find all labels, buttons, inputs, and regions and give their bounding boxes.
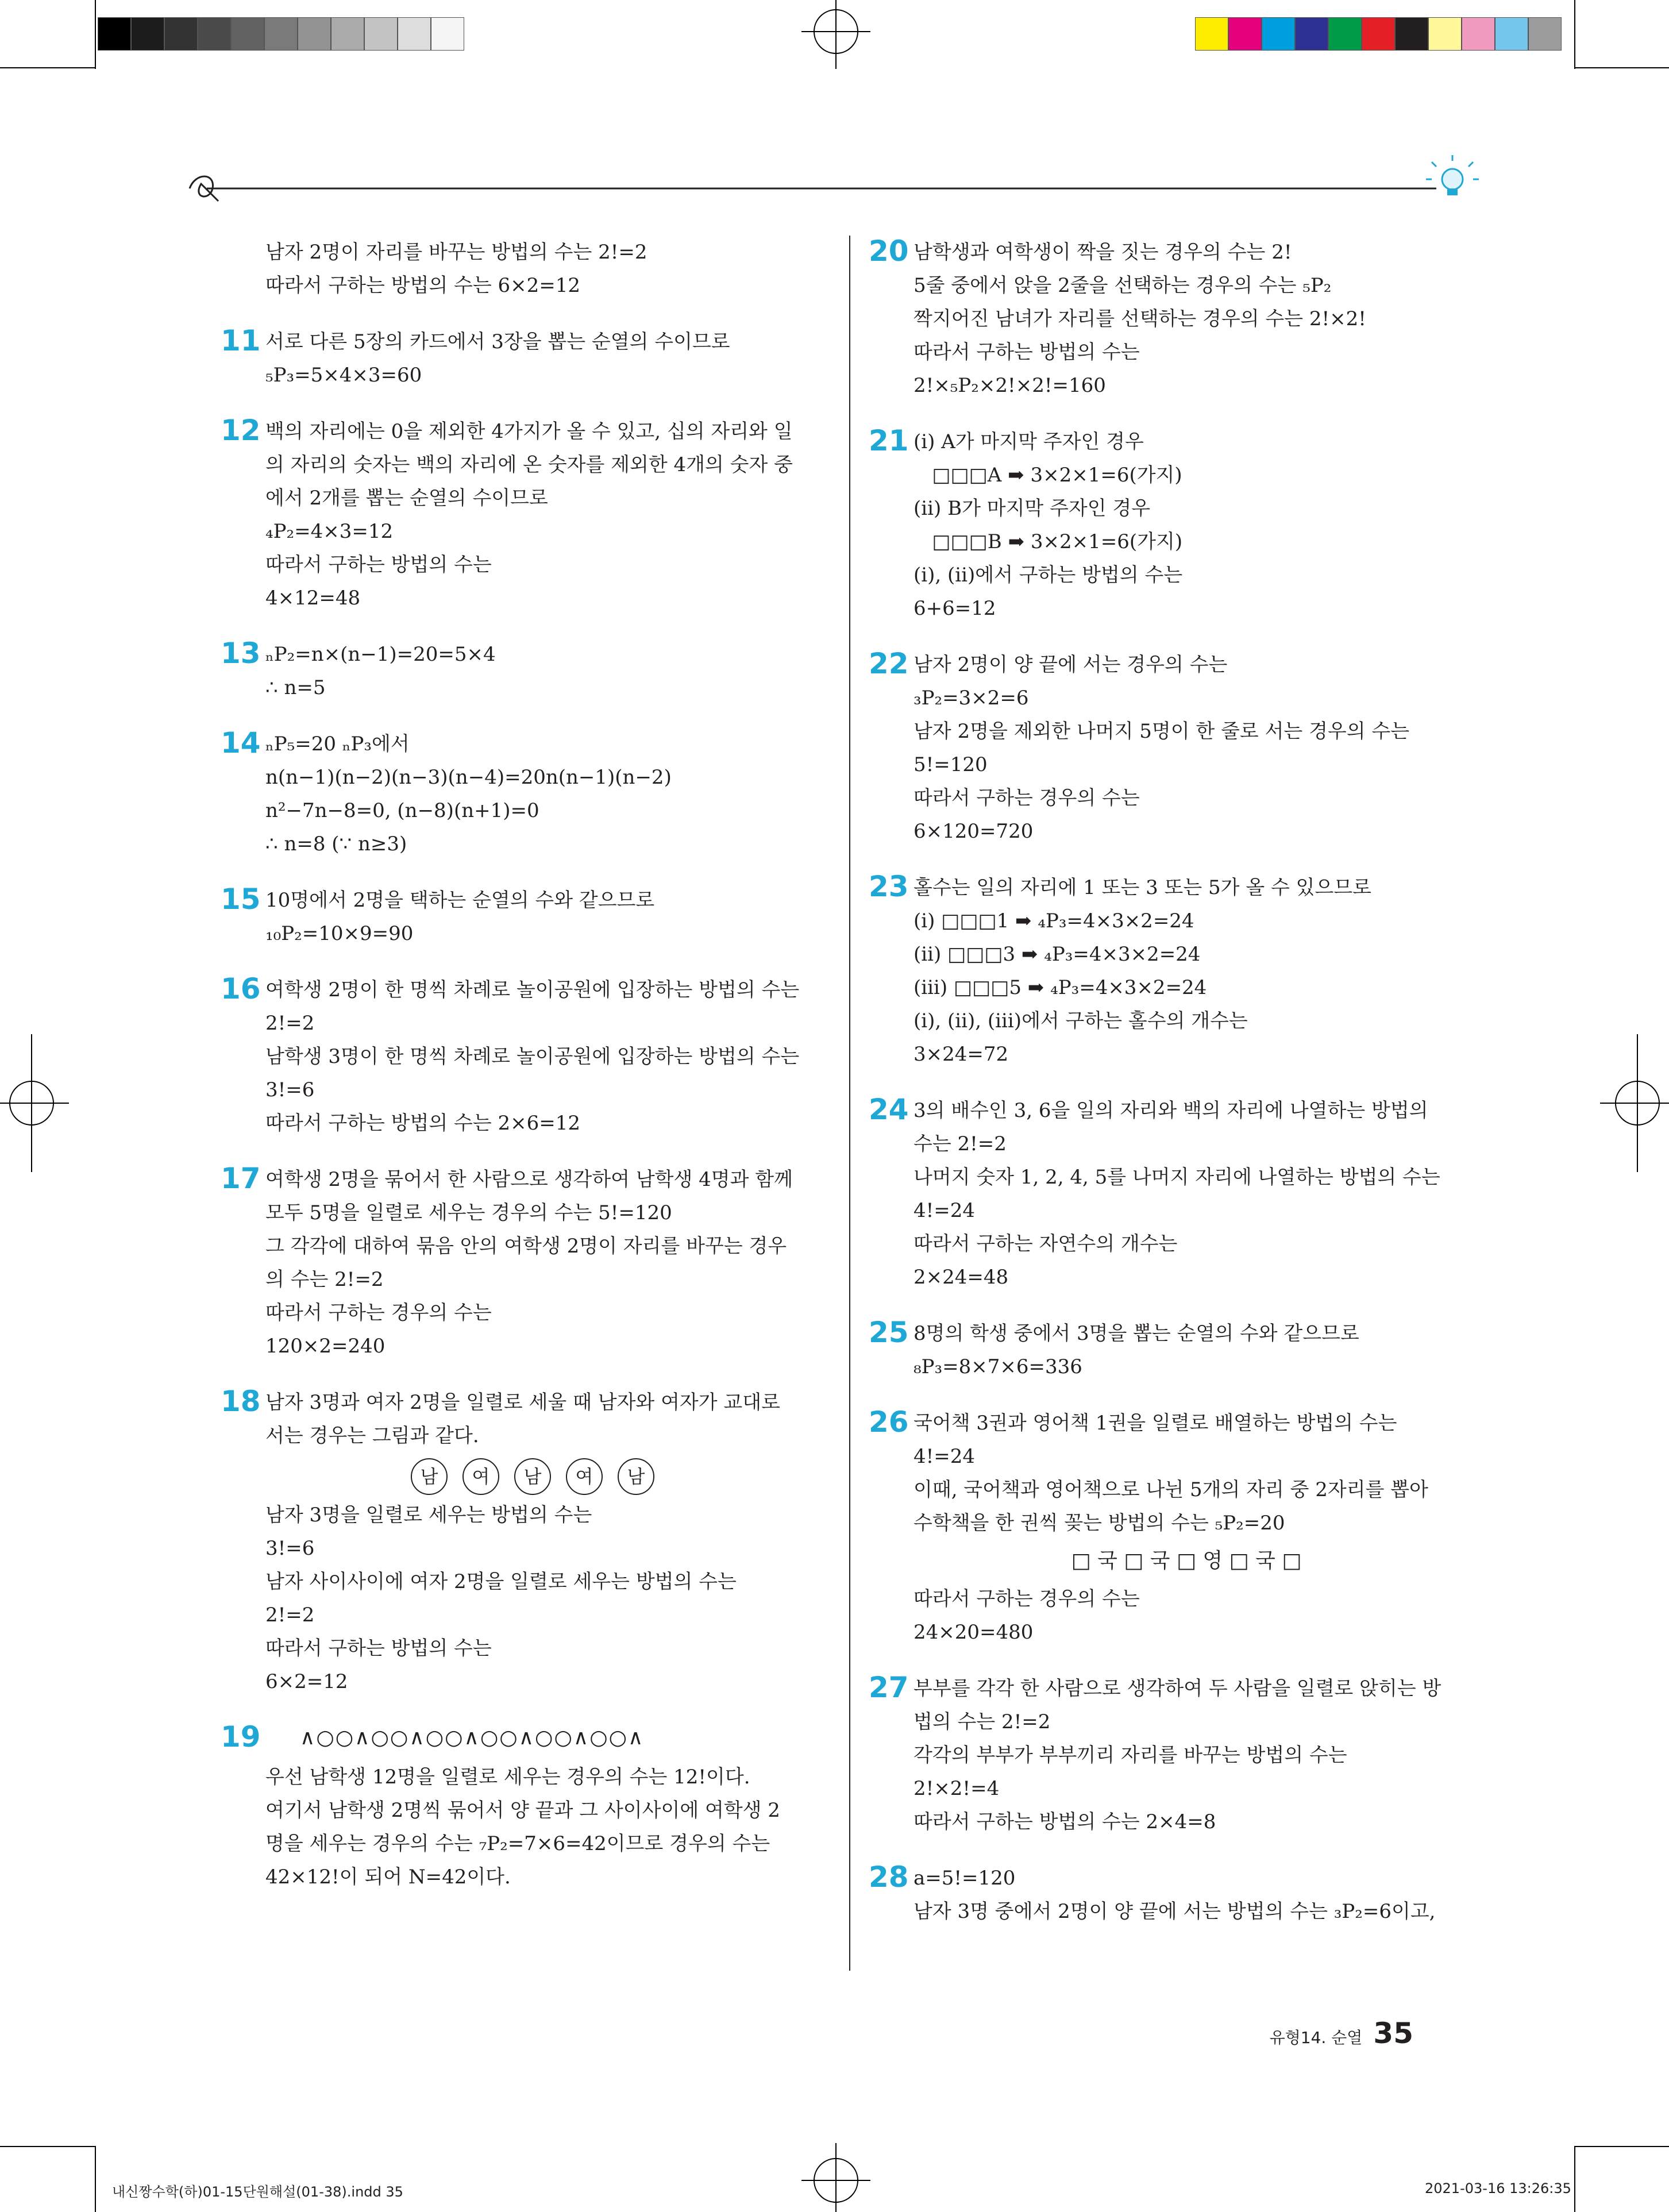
color-swatch [1195, 17, 1228, 51]
crop-mark [1575, 2146, 1669, 2147]
problem-22 [869, 647, 1459, 848]
bookshelf-diagram: □ 국 □ 국 □ 영 □ 국 □ [1071, 1549, 1302, 1573]
problem-28 [869, 1860, 1459, 1928]
print-timestamp: 2021-03-16 13:26:35 [1425, 2180, 1571, 2196]
color-swatch [1495, 17, 1528, 51]
solution-line: 남자 2명이 자리를 바꾸는 방법의 수는 2!=2 [265, 241, 647, 264]
page-tag [1270, 2017, 1413, 2050]
solution-line: 2!=2 [265, 1604, 315, 1627]
problem-25 [869, 1316, 1459, 1384]
color-swatch [1528, 17, 1562, 51]
solution-line: 2!=2 [265, 1012, 315, 1035]
problem-number: 11 [221, 324, 261, 357]
solution-line: ₅P₃=5×4×3=60 [265, 364, 422, 387]
solution-line: 따라서 구하는 방법의 수는 2×4=8 [913, 1810, 1216, 1833]
seat-circle: 여 [462, 1458, 499, 1495]
solution-line: 2!×₅P₂×2!×2!=160 [913, 374, 1106, 397]
problem-number: 12 [221, 414, 261, 447]
solution-line: a=5!=120 [913, 1867, 1016, 1890]
registration-mark-top [801, 0, 870, 69]
solution-line: 남자 2명이 양 끝에 서는 경우의 수는 [913, 653, 1228, 676]
solution-line: 백의 자리에는 0을 제외한 4가지가 올 수 있고, 십의 자리와 일 [265, 420, 793, 443]
crop-mark [0, 2146, 95, 2147]
solution-line: □□□B ➡ 3×2×1=6(가지) [913, 530, 1183, 553]
problem-number: 25 [869, 1316, 909, 1349]
solution-line: 남자 3명과 여자 2명을 일렬로 세울 때 남자와 여자가 교대로 [265, 1391, 780, 1414]
seating-diagram [265, 1458, 800, 1495]
solution-line: 6+6=12 [913, 597, 996, 620]
solution-line: 따라서 구하는 방법의 수는 6×2=12 [265, 274, 581, 297]
solution-line: 3×24=72 [913, 1043, 1009, 1066]
solution-line: 부부를 각각 한 사람으로 생각하여 두 사람을 일렬로 앉히는 방 [913, 1677, 1441, 1700]
solution-line: 5!=120 [913, 753, 988, 776]
solution-line: 따라서 구하는 경우의 수는 [913, 787, 1140, 810]
solution-line: (ⅰ) A가 마지막 주자인 경우 [913, 430, 1144, 453]
color-swatch [98, 17, 131, 51]
solution-line: □□□A ➡ 3×2×1=6(가지) [913, 464, 1182, 487]
color-swatch [364, 17, 398, 51]
registration-mark-right [1600, 1034, 1669, 1172]
color-swatch [164, 17, 198, 51]
crop-mark [1574, 2146, 1575, 2212]
problem-continuation [265, 236, 800, 302]
problem-20 [869, 234, 1459, 402]
problem-27 [869, 1671, 1459, 1839]
solution-line: ₁₀P₂=10×9=90 [265, 922, 414, 945]
solution-line: 따라서 구하는 방법의 수는 2×6=12 [265, 1112, 581, 1135]
solution-line: 따라서 구하는 방법의 수는 [265, 1637, 492, 1660]
solution-line: (ⅰ), (ⅱ), (ⅲ)에서 구하는 홀수의 개수는 [913, 1009, 1248, 1032]
solution-line: 여기서 남학생 2명씩 묶어서 양 끝과 그 사이사이에 여학생 2 [265, 1799, 780, 1822]
solution-line: 3!=6 [265, 1078, 315, 1101]
problem-number: 28 [869, 1860, 909, 1894]
page-number: 35 [1373, 2017, 1413, 2050]
problem-number: 14 [221, 726, 261, 760]
solution-line: (ⅱ) B가 마지막 주자인 경우 [913, 497, 1151, 520]
problem-12 [221, 414, 800, 615]
solution-line: 3!=6 [265, 1537, 315, 1560]
solution-line: 여학생 2명을 묶어서 한 사람으로 생각하여 남학생 4명과 함께 [265, 1168, 793, 1191]
column-divider [849, 236, 850, 1971]
solution-line: 그 각각에 대하여 묶음 안의 여학생 2명이 자리를 바꾸는 경우 [265, 1235, 787, 1258]
solution-line: ₈P₃=8×7×6=336 [913, 1355, 1082, 1378]
solution-line: 4×12=48 [265, 587, 361, 610]
solution-line: (ⅰ) □□□1 ➡ ₄P₃=4×3×2=24 [913, 910, 1194, 932]
solution-line: 나머지 숫자 1, 2, 4, 5를 나머지 자리에 나열하는 방법의 수는 [913, 1166, 1440, 1189]
color-swatch [1262, 17, 1295, 51]
solution-line: 24×20=480 [913, 1621, 1034, 1644]
solution-line: 에서 2개를 뽑는 순열의 수이므로 [265, 487, 548, 510]
color-swatch [1395, 17, 1428, 51]
arrangement-pattern: ∧○○∧○○∧○○∧○○∧○○∧○○∧ [300, 1726, 645, 1749]
solution-line: 5줄 중에서 앉을 2줄을 선택하는 경우의 수는 ₅P₂ [913, 274, 1332, 297]
solution-line: ∴ n=5 [265, 676, 326, 699]
problem-14 [221, 726, 800, 861]
problem-11 [221, 324, 800, 392]
solution-line: (ⅱ) □□□3 ➡ ₄P₃=4×3×2=24 [913, 943, 1201, 966]
problem-number: 13 [221, 637, 261, 670]
color-swatch [298, 17, 331, 51]
solution-line: 3의 배수인 3, 6을 일의 자리와 백의 자리에 나열하는 방법의 [913, 1099, 1428, 1122]
solution-line: 이때, 국어책과 영어책으로 나뉜 5개의 자리 중 2자리를 뽑아 [913, 1478, 1428, 1501]
solution-line: 의 자리의 숫자는 백의 자리에 온 숫자를 제외한 4개의 숫자 중 [265, 453, 793, 476]
color-swatch [1362, 17, 1395, 51]
problem-23 [869, 870, 1459, 1071]
solution-line: n²−7n−8=0, (n−8)(n+1)=0 [265, 799, 539, 822]
solution-line: 42×12!이 되어 N=42이다. [265, 1866, 511, 1889]
crop-mark [0, 67, 95, 68]
problem-number: 16 [221, 972, 261, 1005]
seat-circle: 남 [411, 1458, 448, 1495]
color-swatch [1228, 17, 1262, 51]
solution-line: 남자 3명을 일렬로 세우는 방법의 수는 [265, 1504, 592, 1527]
right-column [869, 234, 1459, 1951]
solution-line: ₙP₂=n×(n−1)=20=5×4 [265, 643, 496, 666]
problem-number: 26 [869, 1405, 909, 1439]
solution-line: 짝지어진 남녀가 자리를 선택하는 경우의 수는 2!×2! [913, 307, 1366, 330]
registration-mark-bottom [801, 2143, 870, 2212]
solution-line: 8명의 학생 중에서 3명을 뽑는 순열의 수와 같으므로 [913, 1322, 1359, 1345]
solution-line: 따라서 구하는 자연수의 개수는 [913, 1232, 1178, 1255]
solution-line: 4!=24 [913, 1445, 976, 1468]
section-label: 유형14. 순열 [1269, 2028, 1363, 2047]
solution-line: 2!×2!=4 [913, 1777, 1000, 1800]
problem-number: 22 [869, 647, 909, 680]
color-swatch [131, 17, 164, 51]
color-swatch [198, 17, 231, 51]
solution-line: ₙP₅=20 ₙP₃에서 [265, 733, 410, 756]
color-swatch [264, 17, 298, 51]
seat-circle: 남 [618, 1458, 654, 1495]
solution-line: 남자 3명 중에서 2명이 양 끝에 서는 방법의 수는 ₃P₂=6이고, [913, 1900, 1436, 1923]
crop-mark [95, 0, 96, 69]
color-swatch [398, 17, 431, 51]
problem-number: 21 [869, 424, 909, 457]
solution-line: 10명에서 2명을 택하는 순열의 수와 같으므로 [265, 889, 655, 912]
solution-line: 남자 2명을 제외한 나머지 5명이 한 줄로 서는 경우의 수는 [913, 720, 1410, 743]
problem-number: 27 [869, 1671, 909, 1704]
header-rule [184, 149, 1505, 218]
problem-number: 17 [221, 1162, 261, 1195]
solution-line: 여학생 2명이 한 명씩 차례로 놀이공원에 입장하는 방법의 수는 [265, 978, 800, 1001]
solution-line: 법의 수는 2!=2 [913, 1710, 1051, 1733]
solution-line: 수는 2!=2 [913, 1132, 1007, 1155]
crop-mark [95, 2146, 96, 2212]
solution-line: 남학생 3명이 한 명씩 차례로 놀이공원에 입장하는 방법의 수는 [265, 1045, 800, 1068]
cmyk-color-bar [1195, 17, 1562, 51]
problem-24 [869, 1093, 1459, 1294]
problem-number: 24 [869, 1093, 909, 1126]
solution-line: ∴ n=8 (∵ n≥3) [265, 833, 407, 855]
solution-line: n(n−1)(n−2)(n−3)(n−4)=20n(n−1)(n−2) [265, 766, 672, 789]
left-column [221, 236, 800, 1917]
solution-line: 따라서 구하는 방법의 수는 [913, 341, 1140, 364]
color-swatch [331, 17, 364, 51]
solution-line: 명을 세우는 경우의 수는 ₇P₂=7×6=42이므로 경우의 수는 [265, 1832, 770, 1855]
registration-mark-left [0, 1034, 69, 1172]
solution-line: 홀수는 일의 자리에 1 또는 3 또는 5가 올 수 있으므로 [913, 876, 1372, 899]
solution-line: 따라서 구하는 방법의 수는 [265, 553, 492, 576]
solution-line: 따라서 구하는 경우의 수는 [265, 1301, 492, 1324]
solution-line: (ⅲ) □□□5 ➡ ₄P₃=4×3×2=24 [913, 976, 1207, 999]
solution-line: 모두 5명을 일렬로 세우는 경우의 수는 5!=120 [265, 1201, 672, 1224]
solution-line: 각각의 부부가 부부끼리 자리를 바꾸는 방법의 수는 [913, 1744, 1347, 1767]
problem-number: 18 [221, 1385, 261, 1418]
solution-line: ₄P₂=4×3=12 [265, 520, 394, 543]
color-swatch [1295, 17, 1328, 51]
solution-line: 의 수는 2!=2 [265, 1268, 384, 1291]
problem-26 [869, 1405, 1459, 1649]
problem-19 [221, 1720, 800, 1894]
seat-circle: 여 [566, 1458, 603, 1495]
solution-line: 6×120=720 [913, 820, 1034, 843]
solution-line: 서로 다른 5장의 카드에서 3장을 뽑는 순열의 수이므로 [265, 330, 730, 353]
solution-line: 우선 남학생 12명을 일렬로 세우는 경우의 수는 12!이다. [265, 1766, 750, 1789]
solution-line: 따라서 구하는 경우의 수는 [913, 1587, 1140, 1610]
color-swatch [1428, 17, 1462, 51]
solution-line: ₃P₂=3×2=6 [913, 687, 1029, 710]
solution-line: 4!=24 [913, 1199, 976, 1222]
solution-line: 6×2=12 [265, 1670, 348, 1693]
problem-number: 19 [221, 1720, 261, 1754]
color-swatch [1462, 17, 1495, 51]
crop-mark [1575, 67, 1669, 68]
seat-circle: 남 [514, 1458, 551, 1495]
solution-line: 서는 경우는 그림과 같다. [265, 1424, 479, 1447]
solution-line: 수학책을 한 권씩 꽂는 방법의 수는 ₅P₂=20 [913, 1512, 1285, 1535]
solution-line: 남자 사이사이에 여자 2명을 일렬로 세우는 방법의 수는 [265, 1570, 737, 1593]
gray-color-bar [98, 17, 464, 51]
color-swatch [431, 17, 464, 51]
problem-18 [221, 1385, 800, 1698]
solution-line: 국어책 3권과 영어책 1권을 일렬로 배열하는 방법의 수는 [913, 1412, 1397, 1435]
solution-line: (ⅰ), (ⅱ)에서 구하는 방법의 수는 [913, 564, 1183, 587]
solution-line: 120×2=240 [265, 1335, 386, 1358]
problem-21 [869, 424, 1459, 625]
color-swatch [231, 17, 264, 51]
problem-number: 15 [221, 883, 261, 916]
crop-mark [1574, 0, 1575, 69]
file-info: 내신짱수학(하)01-15단원해설(01-38).indd 35 [112, 2184, 403, 2200]
problem-number: 23 [869, 870, 909, 903]
solution-line: 2×24=48 [913, 1266, 1009, 1289]
problem-number: 20 [869, 234, 909, 268]
problem-15 [221, 883, 800, 950]
problem-17 [221, 1162, 800, 1363]
problem-16 [221, 972, 800, 1140]
problem-13 [221, 637, 800, 704]
solution-line: 남학생과 여학생이 짝을 짓는 경우의 수는 2! [913, 241, 1292, 264]
color-swatch [1328, 17, 1362, 51]
